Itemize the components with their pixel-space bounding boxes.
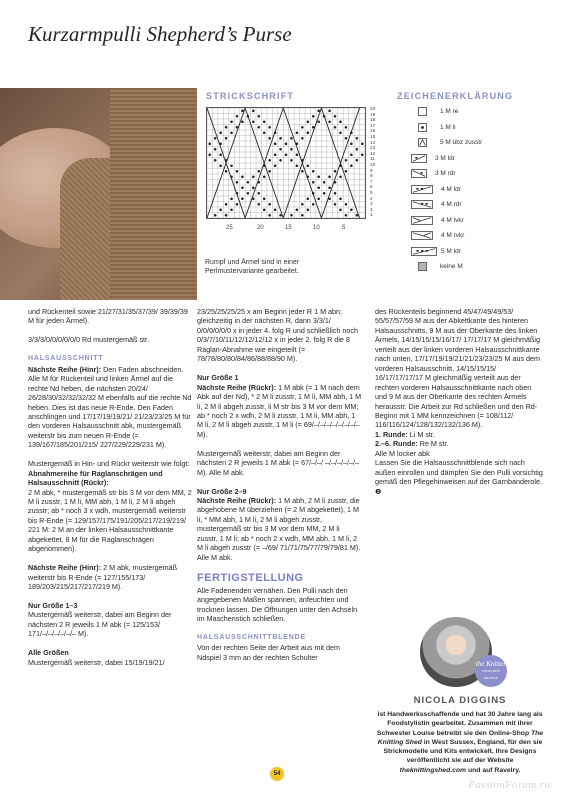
chart-col-number: 15	[285, 225, 292, 231]
legend-item: 1 M re	[405, 104, 545, 120]
legend-item: 5 M ldr	[405, 244, 545, 260]
legend-item: 3 M rdr	[405, 166, 545, 182]
decrease-icon	[418, 138, 427, 147]
strickschrift-heading: STRICKSCHRIFT	[206, 91, 295, 101]
paragraph: 23/25/25/25/25 x am Beginn jeder R 1 M abn; gleichzeitig in der nächsten R, dann 3/3/1/ 0/0/0/0/0/0 x in jeder 4. folg R und schließlich noch 0/3/7/10/11/12/12/12/12 x in jeder 2. folg R die 8 Raglan-Abnahme wie eingeteilt (= 78/78/80/80/84/86/88/88/90 M).	[197, 307, 359, 364]
paragraph: Nur Größe 1 Nächste Reihe (Rückr): 1 M abk (= 1 M nach dem Abk auf der Nd), * 2 M li zusstr, 1 M li, MM abh, 1 M li, 2 M li abgeh zusstr, li M str bis 3 M vor dem MM; ab * noch 2 x wdh, 2 M li zusstr, 1 M li, MM abh, 1 M li, 2 M li abgeh zusstr, 1 M li (= 69/–/–/–/–/–/–/–/– M).	[197, 373, 362, 439]
legend-heading: ZEICHENERKLÄRUNG	[397, 91, 514, 101]
paragraph: Mustergemäß weiterstr, dabei am Beginn der nächsten 2 R jeweils 1 M abk (= 67/–/–/ –/–/–/–/–/– M). Alle M abk.	[197, 448, 360, 477]
text-column-1	[28, 307, 193, 677]
paragraph: HALSAUSSCHNITT Nächste Reihe (Hinr): Den Faden abschneiden. Alle M für Rückenteil und linken Ärmel auf die rechte Nd heben, die nächsten 20/24/ 26/28/30/32/32/32/32 M ebenfalls auf die rechte Nd heben. Dies ist das neue R-Ende. Den Faden anschlingen und 17/17/19/19/21/ 21/23/23/25 M für den vorderen Halsausschnitt abk, mustergemäß weiterstr bis zum neuen R-Ende (= 139/167/185/201/215/ 227/229/229/231 M).	[28, 355, 192, 450]
cable-left-icon	[411, 247, 437, 256]
legend-item: 4 M rdr	[405, 197, 545, 213]
paragraph: FERTIGSTELLUNG Alle Fadenenden vernähen. Den Pulli nach den angegebenen Maßen spannen, anfeuchten und trocknen lassen. Die Öffnungen unter den Achseln im Maschenstich schließen.	[197, 572, 362, 624]
paragraph: Alle Größen Mustergemäß weiterstr, dabei 15/19/19/21/	[28, 648, 165, 667]
legend-item: 3 M ldr	[405, 151, 545, 167]
knitter-logo: the Knitter DESIGNER PROFILE	[475, 655, 507, 687]
section-heading: HALSAUSSCHNITT	[28, 355, 104, 363]
text-column-2	[197, 307, 362, 672]
cable-right-icon	[411, 200, 433, 209]
paragraph: Alle M locker abk	[375, 448, 430, 458]
grey-square-icon	[418, 262, 427, 271]
designer-name: NICOLA DIGGINS	[413, 695, 507, 706]
chart-col-number: 25	[226, 225, 233, 231]
legend-item: 4 M rvkr	[405, 228, 545, 244]
chart-row-numbers: 20 19 18 17 16 15 14 13 12 11 10 9 8 7 6 5 4 3 2 1	[370, 106, 376, 218]
paragraph: 3/3/3/0/0/0/0/0/0 Rd mustergemäß str.	[28, 335, 150, 345]
paragraph: Lassen Sie die Halsausschnittblende sich nach außen einrollen und dämpfen Sie den Pulli vorsichtig gemäß den Pflegehinweisen auf der Garnbanderole. ❷	[375, 458, 543, 496]
legend-item: 5 M übz zusstr	[405, 135, 545, 151]
cross-right-icon	[411, 231, 433, 240]
cross-left-icon	[411, 216, 433, 225]
knitting-chart	[206, 107, 366, 219]
cable-right-icon	[411, 169, 427, 178]
paragraph: HALSAUSSCHNITTBLENDE Von der rechten Seite der Arbeit aus mit dem Ndspiel 3 mm an der rechten Schulter	[197, 633, 362, 662]
paragraph: des Rückenteils beginnend 45/47/49/49/53/ 55/57/57/59 M aus der Abkettkante des hinteren Halsausschnitts, 9 M aus der Oberkante des linken Ärmels, 14/15/15/15/16/17/ 17/17/17 M gleichmäßig verteilt aus der linken vorderen Halsausschnittkante nach unten, 17/17/19/19/21/21/23/23/25 M aus dem vorderen Halsausschnitt, 14/15/15/15/ 16/17/17/17/17 M gleichmäßig verteilt aus der rechten vorderen Halsausschnittkante nach oben und 9 M aus der Oberkante des rechten Ärmels herausstr. Die Arbeit zur Rd schließen und den Rd-Beginn mit 1 MM kennzeichnen (= 108/112/ 116/116/124/128/132/132/136 M).	[375, 307, 541, 430]
legend-item: 1 M li	[405, 120, 545, 136]
section-heading: HALSAUSSCHNITTBLENDE	[197, 633, 306, 641]
page-title: Kurzarmpulli Shepherd’s Purse	[28, 22, 292, 46]
legend-item: 4 M ldr	[405, 182, 545, 198]
text-column-3	[375, 307, 545, 496]
page-number: 54	[270, 767, 284, 781]
paragraph: Mustergemäß in Hin- und Rückr weiterstr wie folgt: Abnahmereihe für Raglanschrägen und Halsausschnitt (Rückr): 2 M abk, * mustergemäß str bis 3 M vor dem MM, 2 M li zusstr, 1 M li, MM abh, 1 M li, 2 M li abgeh zusstr; ab * noch 3 x wdh, mustergemäß weiterstr bis R-Ende (= 129/157/175/191/205/217/219/219/ 221 M: 2 M an der linken Halsausschnittkante abgekettet, 8 M für die Raglanschrägen abgenommen).	[28, 459, 192, 554]
cable-left-icon	[411, 185, 433, 194]
chart-col-number: 20	[257, 225, 264, 231]
chart-caption: Rumpf und Ärmel sind in einer Perlmustervariante gearbeitet.	[205, 259, 300, 275]
section-heading: FERTIGSTELLUNG	[197, 571, 304, 584]
watermark: PassionForum.ru	[468, 779, 550, 791]
sweater-photo	[0, 88, 197, 300]
dot-square-icon	[418, 123, 427, 132]
cable-left-icon	[411, 154, 427, 163]
paragraph: Nur Größe 1–3 Mustergemäß weiterstr, dabei am Beginn der nächsten 2 R jeweils 1 M abk (= 125/153/ 171/–/–/–/–/–/– M).	[28, 600, 172, 639]
symbol-legend	[405, 104, 545, 275]
designer-bio: ist Handwerksschaffende und hat 30 Jahre lang als Foodstylistin gearbeitet. Zusammen mit ihrer Schwester Louise betreibt sie den Online-Shop The Knitting Shed in West Sussex, England, für den sie Strickmodelle und Kits entwickelt. Ihre Designs veröffentlicht sie auf der Website theknittingshed.com und auf Ravelry.	[376, 711, 544, 774]
paragraph: 1. Runde: Li M str.	[375, 429, 435, 439]
chart-col-number: 5	[342, 225, 346, 231]
legend-item: 4 M lvkr	[405, 213, 545, 229]
blank-square-icon	[418, 107, 427, 116]
legend-item: keine M	[405, 259, 545, 275]
paragraph: Nur Größe 2–9 Nächste Reihe (Rückr): 1 M abh, 2 M li zusstr, die abgehobene M überziehen (= 2 M abgekettet), 1 M li, * MM abh, 1 M li, 2 M li abgeh zusstr, mustergemäß str bis 3 M vor dem MM, 2 M li zusstr, 1 M li; ab * noch 2 x wdh, MM abh, 1 M li, 2 M li abgeh zusstr (= –/69/ 71/71/75/77/79/79/81 M). Alle M abk.	[197, 486, 361, 562]
chart-col-number: 10	[313, 225, 320, 231]
paragraph: 2.–6. Runde: Re M str.	[375, 439, 449, 449]
paragraph: Nächste Reihe (Hinr): 2 M abk, mustergemäß weiterstr bis R-Ende (= 127/155/173/ 189/203/215/217/217/219 M).	[28, 563, 177, 592]
paragraph: und Rückenteil sowie 21/27/31/35/37/39/ 39/39/39 M für jeden Ärmel).	[28, 307, 188, 326]
